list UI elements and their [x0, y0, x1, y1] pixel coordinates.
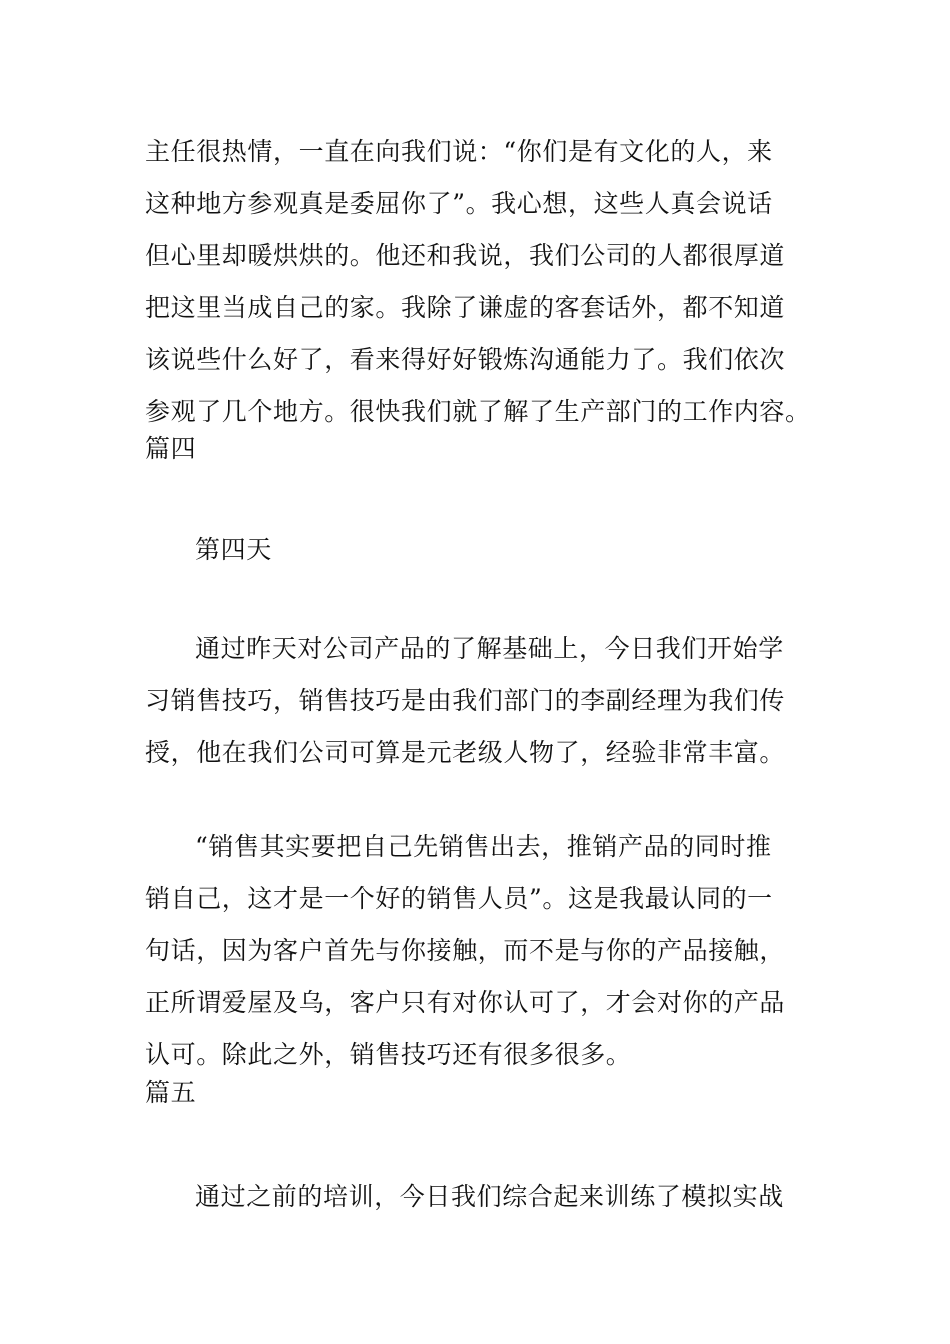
text-line: 认可。除此之外，销售技巧还有很多很多。: [145, 1040, 632, 1069]
text-line: 通过之前的培训，今日我们综合起来训练了模拟实战: [195, 1182, 784, 1211]
text-line: 参观了几个地方。很快我们就了解了生产部门的工作内容。: [145, 397, 811, 426]
text-line: 授，他在我们公司可算是元老级人物了，经验非常丰富。: [145, 738, 786, 767]
text-line: 这种地方参观真是委屈你了”。我心想，这些人真会说话: [145, 189, 773, 218]
text-line: 习销售技巧，销售技巧是由我们部门的李副经理为我们传: [145, 686, 786, 715]
text-line: “销售其实要把自己先销售出去，推销产品的同时推: [195, 832, 772, 861]
text-line: 通过昨天对公司产品的了解基础上，今日我们开始学: [195, 634, 784, 663]
text-line: 销自己，这才是一个好的销售人员”。这是我最认同的一: [145, 884, 773, 913]
text-line: 正所谓爱屋及乌，客户只有对你认可了，才会对你的产品: [145, 988, 786, 1017]
text-line: 主任很热情，一直在向我们说：“你们是有文化的人，来: [145, 137, 773, 166]
text-line: 但心里却暖烘烘的。他还和我说，我们公司的人都很厚道: [145, 241, 786, 270]
section-heading: 篇四: [145, 434, 197, 463]
text-line: 句话，因为客户首先与你接触，而不是与你的产品接触，: [145, 936, 786, 965]
text-line: 该说些什么好了，看来得好好锻炼沟通能力了。我们依次: [145, 345, 786, 374]
day-heading: 第四天: [195, 535, 272, 564]
section-heading: 篇五: [145, 1078, 197, 1107]
text-line: 把这里当成自己的家。我除了谦虚的客套话外，都不知道: [145, 293, 786, 322]
